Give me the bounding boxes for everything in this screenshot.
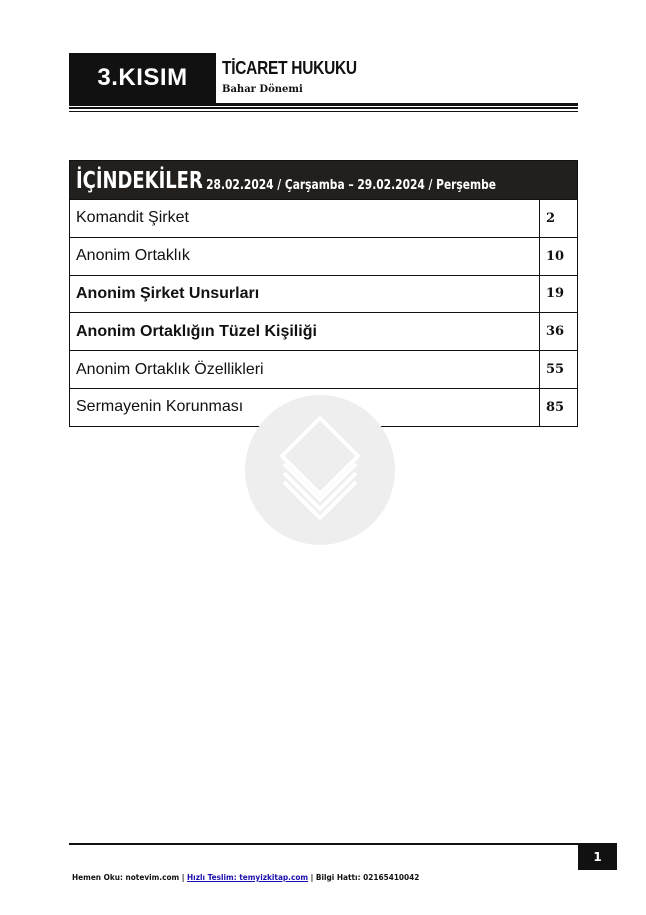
toc-entry-page: 85 [539,389,577,426]
footer-line: Hemen Oku: notevim.com | Hızlı Teslim: temyizkitap.com | Bilgi Hattı: 02165410042 [72,873,420,882]
toc-row[interactable] [70,199,577,237]
header-rule [69,111,578,112]
footer-rule [69,843,578,845]
document-subtitle: Bahar Dönemi [222,84,303,95]
toc-entry-page: 55 [539,351,577,388]
page-number-badge [578,843,617,870]
toc-dates: - 28.02.2024 / Çarşamba – 29.02.2024 / Perşembe [198,178,496,193]
stacked-pages-icon [245,395,395,545]
toc-entry-title[interactable]: Sermayenin Korunması [76,398,244,416]
section-label: 3.KISIM [97,64,188,91]
toc-entry-title[interactable]: Anonim Şirket Unsurları [76,284,260,302]
section-badge [69,53,216,103]
toc-entry-page: 36 [539,313,577,350]
toc-entry-title[interactable]: Anonim Ortaklık [76,247,190,265]
toc-row[interactable] [70,312,577,350]
toc-entry-title[interactable]: Anonim Ortaklık Özellikleri [76,360,264,378]
watermark-logo [245,395,395,545]
footer-delivery-link[interactable]: Hızlı Teslim: temyizkitap.com [187,873,309,882]
header-rule [69,103,578,106]
toc-entry-page: 19 [539,276,577,313]
toc-heading: İÇİNDEKİLER [76,168,203,194]
toc-entry-title[interactable]: Komandit Şirket [76,209,189,227]
toc-row[interactable] [70,275,577,313]
table-of-contents [69,160,578,427]
footer-hotline: Bilgi Hattı: 02165410042 [315,873,420,882]
toc-entry-title[interactable]: Anonim Ortaklığın Tüzel Kişiliği [76,322,317,340]
toc-row[interactable] [70,350,577,388]
toc-entry-page: 10 [539,238,577,275]
toc-row[interactable] [70,237,577,275]
toc-header [70,161,577,199]
toc-entry-page: 2 [539,200,577,237]
header-rule [69,107,578,109]
page-number: 1 [593,849,602,864]
document-title: TİCARET HUKUKU [222,58,357,78]
footer-read-label: Hemen Oku: notevim.com [72,873,180,882]
